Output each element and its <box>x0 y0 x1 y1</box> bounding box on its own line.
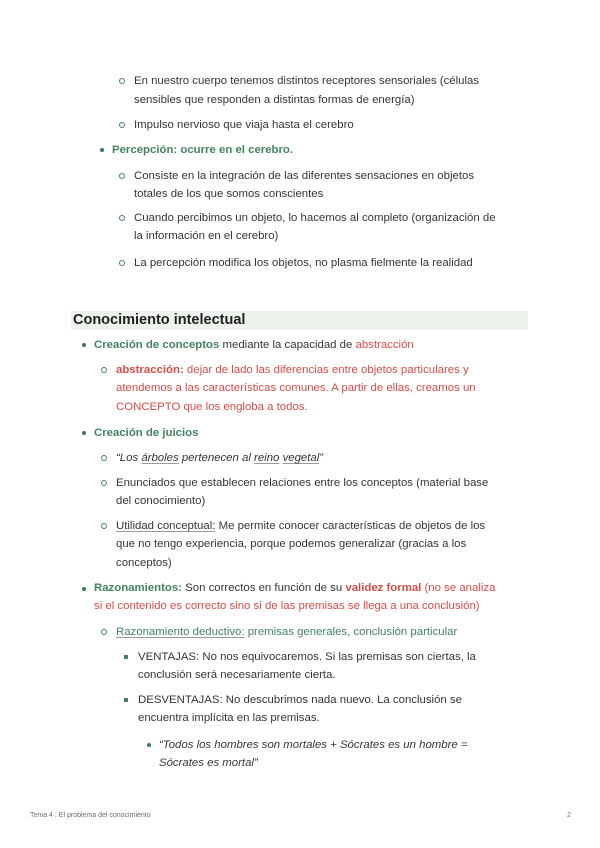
footer-title: Tema 4 : El problema del conocimiento <box>30 812 151 819</box>
abstraccion-line-3: CONCEPTO que los engloba a todos. <box>116 401 308 413</box>
enunciados-line-1: Enunciados que establecen relaciones entre los conceptos (material base <box>116 477 489 489</box>
circle-bullet-icon <box>119 122 125 128</box>
circle-bullet-icon <box>119 173 125 179</box>
integration-line-1: Consiste en la integración de las diferentes sensaciones en objetos <box>134 170 475 182</box>
circle-bullet-icon <box>101 455 107 461</box>
page-number: 2 <box>567 812 571 819</box>
ventajas-line-2: conclusión será necesariamente cierta. <box>138 669 336 681</box>
circle-bullet-icon <box>101 480 107 486</box>
quote-part: pertenecen al <box>178 452 255 464</box>
perceive-line-2: la información en el cerebro) <box>134 230 279 242</box>
impulse-line: Impulso nervioso que viaja hasta el cerebro <box>134 119 354 131</box>
disc-bullet-icon <box>147 743 151 747</box>
razon-line-1 <box>94 579 495 598</box>
abstraccion-word: abstracción <box>355 339 414 351</box>
disc-bullet-icon <box>82 587 86 591</box>
circle-bullet-icon <box>119 260 125 266</box>
utilidad-text: Me permite conocer características de objetos de los <box>215 520 486 532</box>
receptors-line-2: sensibles que responden a distintas formas de energía) <box>134 94 415 106</box>
disc-bullet-icon <box>100 148 104 152</box>
quote-reino: reino <box>254 452 280 464</box>
disc-bullet-icon <box>82 343 86 347</box>
circle-bullet-icon <box>101 367 107 373</box>
perceive-line-1: Cuando percibimos un objeto, lo hacemos al completo (organización de <box>134 212 496 224</box>
juicio-quote <box>116 449 323 468</box>
circle-bullet-icon <box>101 629 107 635</box>
razon-text: Son correctos en función de su <box>181 582 346 594</box>
abstraccion-text: dejar de lado las diferencias entre objetos particulares y <box>183 364 469 376</box>
circle-bullet-icon <box>119 215 125 221</box>
abstraccion-line-1 <box>116 361 469 380</box>
deductivo-label: Razonamiento deductivo: <box>116 626 245 638</box>
desventajas-line-2: encuentra implícita en las premisas. <box>138 712 320 724</box>
example-line-2: Sócrates es mortal” <box>159 757 258 769</box>
percepcion-label: Percepción: ocurre en el cerebro. <box>112 144 294 156</box>
square-bullet-icon <box>124 698 128 702</box>
quote-part: “Los <box>116 452 142 464</box>
circle-bullet-icon <box>101 523 107 529</box>
receptors-line-1: En nuestro cuerpo tenemos distintos receptores sensoriales (células <box>134 75 480 87</box>
conceptos-text: mediante la capacidad de <box>219 339 356 351</box>
utilidad-line-3: conceptos) <box>116 557 172 569</box>
utilidad-label: Utilidad conceptual: <box>116 520 216 532</box>
deductivo-text: premisas generales, conclusión particular <box>244 626 458 638</box>
modifies-line: La percepción modifica los objetos, no plasma fielmente la realidad <box>134 257 473 269</box>
quote-arboles: árboles <box>141 452 179 464</box>
section-heading: Conocimiento intelectual <box>73 312 246 328</box>
conceptos-line <box>94 336 414 355</box>
enunciados-line-2: del conocimiento) <box>116 495 206 507</box>
ventajas-line-1: VENTAJAS: No nos equivocaremos. Si las premisas son ciertas, la <box>138 651 476 663</box>
desventajas-line-1: DESVENTAJAS: No descubrimos nada nuevo. La conclusión se <box>138 694 462 706</box>
disc-bullet-icon <box>82 431 86 435</box>
razon-label: Razonamientos: <box>94 582 182 594</box>
example-line-1: “Todos los hombres son mortales + Sócrates es un hombre = <box>159 739 468 751</box>
abstraccion-line-2: atendemos a las características comunes. A partir de ellas, creamos un <box>116 382 476 394</box>
conceptos-label: Creación de conceptos <box>94 339 220 351</box>
abstraccion-label: abstracción: <box>116 364 184 376</box>
circle-bullet-icon <box>119 78 125 84</box>
square-bullet-icon <box>124 655 128 659</box>
validez-formal: validez formal <box>345 582 422 594</box>
deductivo-line <box>116 623 457 642</box>
utilidad-line-1 <box>116 517 485 536</box>
razon-line-2: si el contenido es correcto sino si de las premisas se llega a una conclusión) <box>94 600 480 612</box>
utilidad-line-2: que no tengo experiencia, porque podemos generalizar (gracias a los <box>116 538 467 550</box>
quote-vegetal: vegetal <box>282 452 320 464</box>
razon-red-text: (no se analiza <box>421 582 496 594</box>
integration-line-2: totales de los que somos conscientes <box>134 188 324 200</box>
juicios-label: Creación de juicios <box>94 427 199 439</box>
quote-part: ” <box>319 452 324 464</box>
